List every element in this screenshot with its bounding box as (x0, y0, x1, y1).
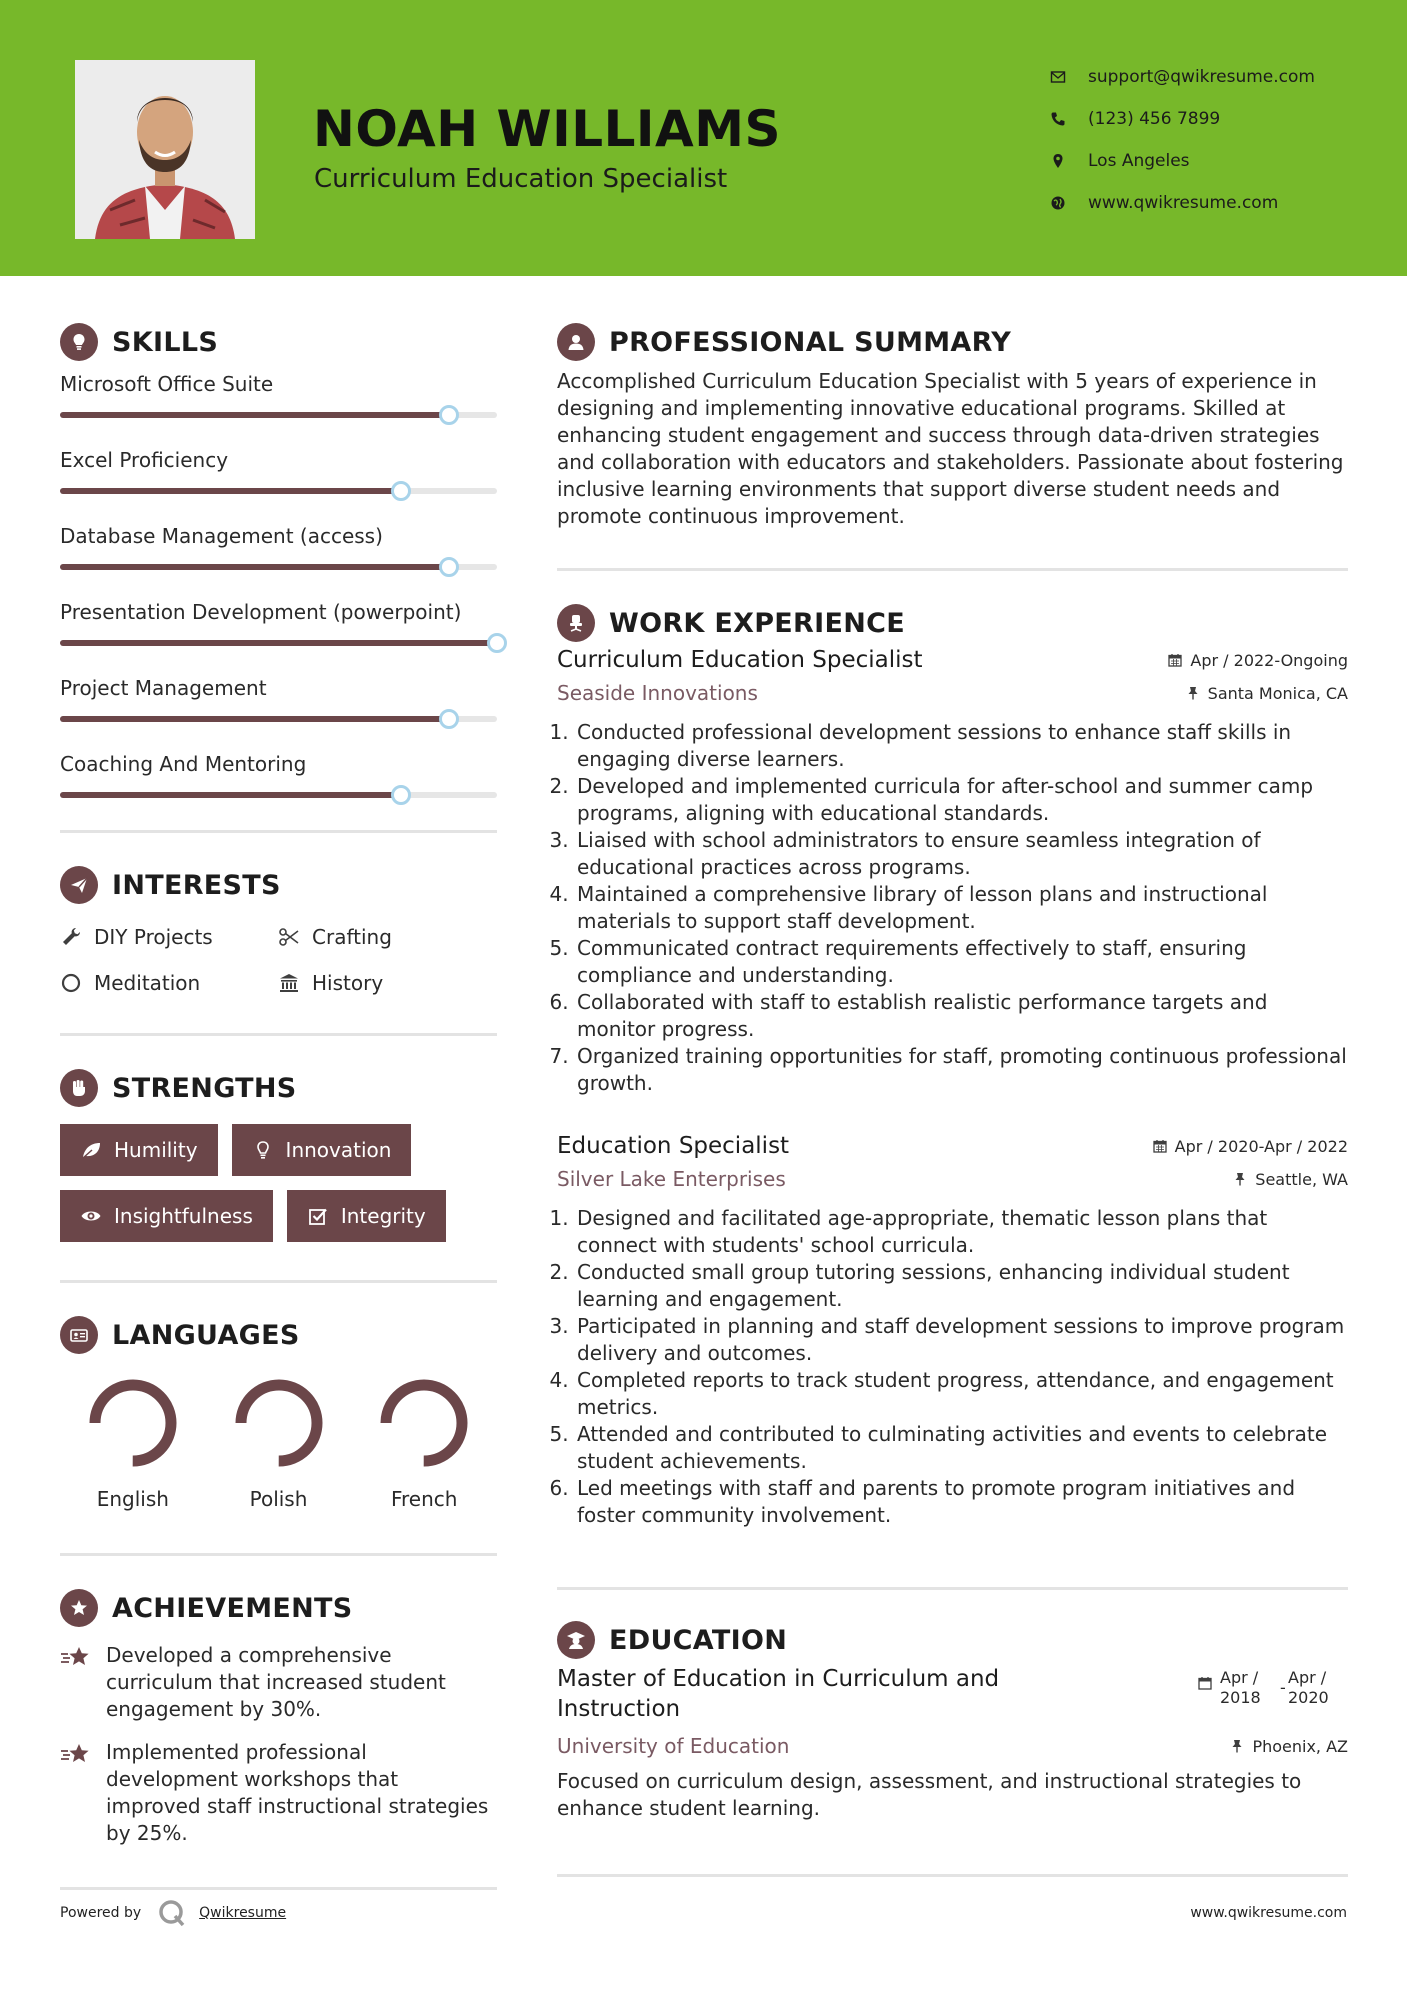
paper-plane-icon (60, 866, 98, 904)
star-icon (60, 1741, 92, 1769)
strength-tag (232, 1124, 412, 1176)
achievements-heading (60, 1586, 497, 1630)
job-dates (1168, 651, 1348, 670)
language-ring (231, 1375, 327, 1471)
job-dates (1153, 1137, 1348, 1156)
strength-tag (60, 1124, 218, 1176)
skill-item (60, 596, 497, 672)
strength-tag (60, 1190, 273, 1242)
language-item (351, 1375, 497, 1511)
summary-text: Accomplished Curriculum Education Specialist with 5 years of experience in designing and implementing innovative educational programs. Skilled at enhancing student engagement and success through data-driven strategies and collaboration with educators and stakeholders. Passionate about fostering inclusive learning environments that support diverse student needs and promote continuous improvement. (557, 369, 1344, 528)
section-divider (60, 1280, 497, 1283)
job-location (1186, 684, 1348, 703)
contact-phone[interactable] (1050, 98, 1315, 140)
job-bullet: 4. Completed reports to track student progress, attendance, and engagement metrics. (575, 1367, 1348, 1421)
strength-tag (287, 1190, 446, 1242)
skill-slider (60, 488, 497, 494)
summary-heading (557, 320, 1348, 364)
leaf-icon (80, 1139, 102, 1161)
language-name: French (390, 1487, 458, 1511)
job-dates-text: Apr / 2022-Ongoing (1190, 650, 1348, 670)
school-location (1230, 1737, 1348, 1756)
section-divider (60, 1553, 497, 1556)
interests-list (60, 921, 497, 999)
skill-name: Project Management (60, 676, 267, 700)
right-column (557, 320, 1348, 1877)
powered-by-label: Powered by (60, 1905, 142, 1921)
language-name: Polish (249, 1487, 308, 1511)
interests-heading (60, 863, 497, 907)
section-divider (557, 568, 1348, 571)
eye-icon (80, 1205, 102, 1227)
job-location-text: Santa Monica, CA (1207, 683, 1348, 703)
skill-knob (391, 481, 411, 501)
education-end: Apr / 2020 (1288, 1668, 1329, 1707)
candidate-title: Curriculum Education Specialist (314, 164, 728, 194)
education-heading (557, 1618, 1348, 1662)
achievement-text: Implemented professional development workshops that improved staff instructional strategies by 25%. (106, 1740, 489, 1845)
company-name: Seaside Innovations (557, 681, 758, 705)
skill-name: Excel Proficiency (60, 448, 229, 472)
skill-fill (60, 792, 401, 798)
language-name: English (96, 1487, 169, 1511)
wrench-icon (60, 926, 82, 948)
contact-email-text: support@qwikresume.com (1088, 67, 1315, 87)
section-divider (60, 1033, 497, 1036)
company-name: Silver Lake Enterprises (557, 1167, 786, 1191)
summary-title: PROFESSIONAL SUMMARY (609, 326, 1012, 358)
calendar-icon (1198, 1676, 1212, 1690)
left-column (60, 320, 497, 1890)
section-divider (557, 1874, 1348, 1877)
skill-name: Presentation Development (powerpoint) (60, 600, 462, 624)
lightbulb-icon (60, 323, 98, 361)
strength-label: Innovation (285, 1138, 392, 1162)
fist-icon (60, 1069, 98, 1107)
star-icon (60, 1644, 92, 1672)
skill-name: Database Management (access) (60, 524, 383, 548)
skill-slider (60, 564, 497, 570)
skill-fill (60, 716, 449, 722)
candidate-name: NOAH WILLIAMS (313, 100, 781, 158)
job-entry (557, 647, 1348, 1097)
job-bullets (557, 1205, 1348, 1529)
section-divider (60, 830, 497, 833)
qwikresume-logo (157, 1898, 187, 1928)
powered-by (60, 1898, 286, 1928)
calendar-icon (1168, 653, 1182, 667)
achievement-item (60, 1739, 497, 1847)
languages-title: LANGUAGES (112, 1319, 300, 1351)
education-description: Focused on curriculum design, assessment, and instructional strategies to enhance student learning. (557, 1769, 1302, 1820)
contact-phone-text: (123) 456 7899 (1088, 109, 1221, 129)
school-name: University of Education (557, 1734, 790, 1758)
skill-fill (60, 640, 497, 646)
job-title: Education Specialist (557, 1133, 790, 1159)
pushpin-icon (1230, 1739, 1244, 1753)
skills-list (60, 368, 497, 824)
strengths-heading (60, 1066, 497, 1110)
job-bullet: 1. Conducted professional development sessions to enhance staff skills in engaging diverse learners. (575, 719, 1348, 773)
languages-list (60, 1375, 497, 1511)
strengths-title: STRENGTHS (112, 1072, 297, 1104)
school-location-text: Phoenix, AZ (1252, 1736, 1348, 1756)
job-bullet: 5. Attended and contributed to culminating activities and events to celebrate student achievements. (575, 1421, 1348, 1475)
skill-knob (439, 709, 459, 729)
skill-item (60, 444, 497, 520)
achievement-item (60, 1642, 497, 1723)
job-bullet: 6. Collaborated with staff to establish realistic performance targets and monitor progress. (575, 989, 1348, 1043)
education-dates (1198, 1668, 1348, 1724)
skill-knob (391, 785, 411, 805)
skill-slider (60, 640, 497, 646)
skill-fill (60, 564, 449, 570)
experience-title: WORK EXPERIENCE (609, 607, 905, 639)
skill-name: Microsoft Office Suite (60, 372, 274, 396)
office-chair-icon (557, 604, 595, 642)
skill-knob (439, 557, 459, 577)
interest-item (60, 921, 278, 953)
interest-item (278, 921, 497, 953)
header-banner (0, 0, 1407, 276)
user-icon (557, 323, 595, 361)
language-item (206, 1375, 352, 1511)
lightbulb-icon (252, 1139, 274, 1161)
pushpin-icon (1233, 1172, 1247, 1186)
qwikresume-link[interactable]: Qwikresume (199, 1905, 287, 1921)
job-bullet: 3. Participated in planning and staff development sessions to improve program delivery and outcomes. (575, 1313, 1348, 1367)
interests-title: INTERESTS (112, 869, 281, 901)
contact-website-text: www.qwikresume.com (1088, 193, 1279, 213)
job-bullet: 2. Developed and implemented curricula for after-school and summer camp programs, aligning with educational standards. (575, 773, 1348, 827)
skill-knob (487, 633, 507, 653)
envelope-icon (1050, 67, 1088, 87)
circle-icon (60, 972, 82, 994)
interest-item (278, 967, 497, 999)
interest-label: DIY Projects (94, 925, 213, 949)
job-bullet: 4. Maintained a comprehensive library of lesson plans and instructional materials to support staff development. (575, 881, 1348, 935)
job-entry (557, 1133, 1348, 1529)
strengths-list (60, 1124, 497, 1242)
achievements-list (60, 1642, 497, 1847)
education-start: Apr / 2018 (1220, 1668, 1261, 1707)
interest-label: Meditation (94, 971, 201, 995)
job-bullet: 7. Organized training opportunities for staff, promoting continuous professional growth. (575, 1043, 1348, 1097)
skills-title: SKILLS (112, 326, 219, 358)
skill-fill (60, 412, 449, 418)
map-pin-icon (1050, 151, 1088, 171)
phone-icon (1050, 109, 1088, 129)
job-location (1233, 1170, 1348, 1189)
graduate-icon (557, 1621, 595, 1659)
education-separator: - (1280, 1678, 1286, 1697)
calendar-icon (1153, 1139, 1167, 1153)
job-bullet: 3. Liaised with school administrators to ensure seamless integration of educational practices across programs. (575, 827, 1348, 881)
skill-slider (60, 412, 497, 418)
degree-name: Master of Education in Curriculum and Instruction (557, 1666, 1000, 1722)
skill-item (60, 520, 497, 596)
job-title: Curriculum Education Specialist (557, 647, 923, 673)
achievements-title: ACHIEVEMENTS (112, 1592, 353, 1624)
id-card-icon (60, 1316, 98, 1354)
skill-fill (60, 488, 401, 494)
section-divider (60, 1887, 497, 1890)
education-title: EDUCATION (609, 1624, 788, 1656)
strength-label: Insightfulness (114, 1204, 253, 1228)
achievement-text: Developed a comprehensive curriculum that increased student engagement by 30%. (106, 1643, 446, 1721)
skills-heading (60, 320, 497, 364)
job-location-text: Seattle, WA (1255, 1169, 1348, 1189)
interest-item (60, 967, 278, 999)
scissors-icon (278, 926, 300, 948)
job-bullet: 6. Led meetings with staff and parents to promote program initiatives and foster community involvement. (575, 1475, 1348, 1529)
skill-knob (439, 405, 459, 425)
job-bullet: 5. Communicated contract requirements effectively to staff, ensuring compliance and understanding. (575, 935, 1348, 989)
job-dates-text: Apr / 2020-Apr / 2022 (1174, 1136, 1348, 1156)
skill-name: Coaching And Mentoring (60, 752, 307, 776)
museum-icon (278, 972, 300, 994)
experience-heading (557, 601, 1348, 645)
skill-item (60, 748, 497, 824)
contact-email[interactable] (1050, 56, 1315, 98)
contact-website[interactable] (1050, 182, 1315, 224)
strength-label: Integrity (340, 1204, 426, 1228)
language-item (60, 1375, 206, 1511)
star-badge-icon (60, 1589, 98, 1627)
job-bullet: 2. Conducted small group tutoring sessions, enhancing individual student learning and engagement. (575, 1259, 1348, 1313)
language-ring (376, 1375, 472, 1471)
globe-icon (1050, 193, 1088, 213)
interest-label: Crafting (312, 925, 392, 949)
job-bullets (557, 719, 1348, 1097)
checkbox-icon (307, 1205, 329, 1227)
contact-location (1050, 140, 1315, 182)
contact-list (1050, 56, 1315, 224)
footer-website[interactable]: www.qwikresume.com (1190, 1905, 1347, 1921)
language-ring (85, 1375, 181, 1471)
skill-slider (60, 716, 497, 722)
section-divider (557, 1587, 1348, 1590)
interest-label: History (312, 971, 384, 995)
languages-heading (60, 1313, 497, 1357)
pushpin-icon (1186, 686, 1200, 700)
profile-photo (75, 60, 255, 239)
skill-slider (60, 792, 497, 798)
contact-location-text: Los Angeles (1088, 151, 1190, 171)
skill-item (60, 672, 497, 748)
skill-item (60, 368, 497, 444)
strength-label: Humility (114, 1138, 198, 1162)
job-bullet: 1. Designed and facilitated age-appropriate, thematic lesson plans that connect with students' school curricula. (575, 1205, 1348, 1259)
